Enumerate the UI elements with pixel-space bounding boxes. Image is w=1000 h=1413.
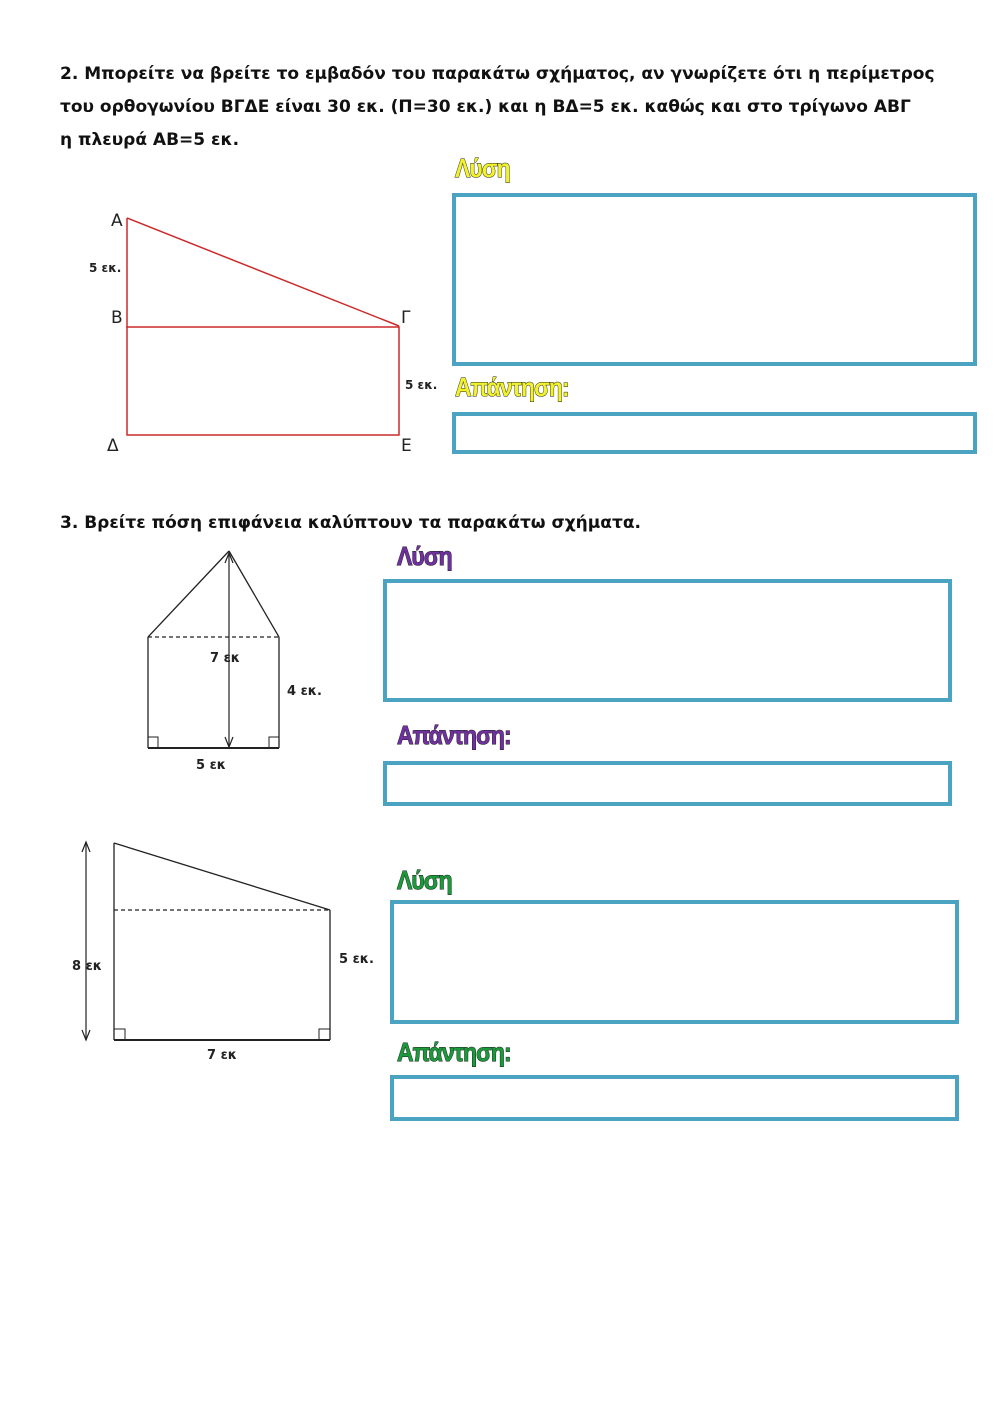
problem-3a-answer-header: Απάντηση: — [397, 720, 511, 750]
problem-2-answer-header: Απάντηση: — [455, 372, 569, 402]
label-ge: 5 εκ. — [405, 378, 438, 392]
slope-top — [114, 843, 330, 910]
vertex-b: Β — [111, 308, 123, 328]
problem-2-line-3: η πλευρά ΑΒ=5 εκ. — [60, 130, 240, 150]
base-label-1: 5 εκ — [196, 758, 227, 773]
base-label-2: 7 εκ — [207, 1048, 238, 1063]
side-label-1: 4 εκ. — [287, 684, 322, 699]
vertex-g: Γ — [401, 308, 411, 328]
problem-3a-solution-header: Λύση — [397, 541, 452, 571]
right-angle-left-2 — [114, 1029, 125, 1040]
problem-3b-solution-header: Λύση — [397, 865, 452, 895]
side-label-2: 5 εκ. — [339, 952, 374, 967]
label-ab: 5 εκ. — [89, 261, 122, 275]
problem-2-solution-header: Λύση — [455, 153, 510, 183]
height-label-1: 7 εκ — [210, 651, 241, 666]
problem-2-line-2: του ορθογωνίου ΒΓΔΕ είναι 30 εκ. (Π=30 εκ.) και η ΒΔ=5 εκ. καθώς και στο τρίγωνο ΑΒΓ — [60, 97, 911, 117]
problem-3b-solution-box[interactable] — [390, 900, 959, 1024]
problem-2-line-1: 2. Μπορείτε να βρείτε το εμβαδόν του παρακάτω σχήματος, αν γνωρίζετε ότι η περίμετρος — [60, 64, 935, 84]
vertex-e: Ε — [401, 436, 412, 456]
problem-3-title: 3. Βρείτε πόση επιφάνεια καλύπτουν τα παρακάτω σχήματα. — [60, 513, 641, 533]
problem-3b-answer-box[interactable] — [390, 1075, 959, 1121]
problem-3b-answer-header: Απάντηση: — [397, 1037, 511, 1067]
vertex-a: Α — [111, 211, 123, 231]
right-angle-right-2 — [319, 1029, 330, 1040]
height-label-2: 8 εκ — [72, 959, 103, 974]
vertex-d: Δ — [107, 436, 119, 456]
